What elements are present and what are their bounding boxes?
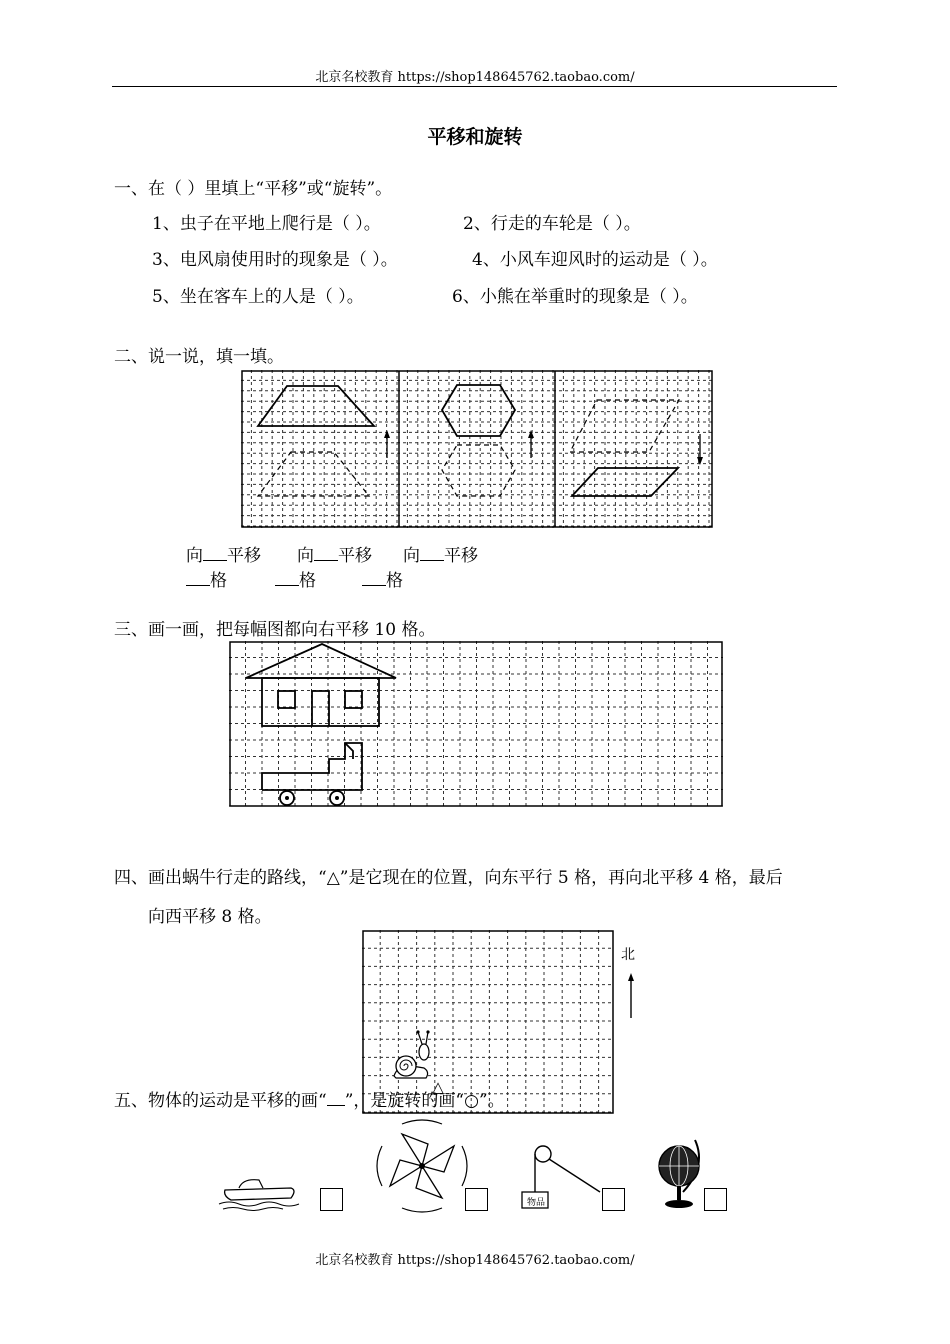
fill-cells-2: 格 bbox=[275, 566, 316, 591]
section4-heading: 四、画出蜗牛行走的路线，“△”是它现在的位置，向东平行 5 格，再向北平移 4 格，最后 bbox=[114, 868, 783, 888]
fill-direction-2: 向 平移 bbox=[297, 546, 372, 566]
fill-direction-1: 向 平移 bbox=[186, 546, 261, 566]
section5-heading: 五、物体的运动是平移的画“ ”，是旋转的画“○”。 bbox=[114, 1091, 505, 1111]
weight-label: 物品 bbox=[526, 1198, 545, 1208]
answer-box-pulley[interactable] bbox=[602, 1188, 625, 1211]
page-header: 北京名校教育 https://shop148645762.taobao.com/ bbox=[315, 70, 635, 85]
blank[interactable] bbox=[314, 546, 338, 561]
answer-box-pinwheel[interactable] bbox=[465, 1188, 488, 1211]
answer-box-boat[interactable] bbox=[320, 1188, 343, 1211]
snail-icon bbox=[394, 1030, 430, 1078]
pinwheel-icon bbox=[372, 1116, 472, 1216]
boat-icon bbox=[219, 1168, 319, 1210]
house-roof bbox=[246, 644, 396, 678]
section4-heading-cont: 向西平移 8 格。 bbox=[148, 907, 272, 927]
question-2: 2、行走的车轮是（ ）。 bbox=[463, 214, 641, 234]
blank[interactable] bbox=[186, 571, 210, 586]
house-car-grid-figure[interactable] bbox=[229, 641, 723, 807]
page-title: 平移和旋转 bbox=[427, 126, 523, 148]
house-window-right bbox=[345, 691, 362, 708]
question-6: 6、小熊在举重时的现象是（ ）。 bbox=[452, 287, 698, 307]
translation-symbol bbox=[327, 1091, 345, 1106]
translation-grid-figure bbox=[241, 370, 713, 528]
question-1: 1、虫子在平地上爬行是（ ）。 bbox=[152, 214, 381, 234]
fill-direction-3: 向 平移 bbox=[403, 546, 478, 566]
page-footer: 北京名校教育 https://shop148645762.taobao.com/ bbox=[315, 1253, 635, 1268]
fill-cells-1: 格 bbox=[186, 566, 227, 591]
fill-cells-3: 格 bbox=[362, 566, 403, 591]
blank[interactable] bbox=[420, 546, 444, 561]
house-door bbox=[312, 691, 329, 726]
answer-box-globe[interactable] bbox=[704, 1188, 727, 1211]
blank[interactable] bbox=[275, 571, 299, 586]
question-4: 4、小风车迎风时的运动是（ ）。 bbox=[472, 250, 718, 270]
house-window-left bbox=[278, 691, 295, 708]
trapezoid-solid bbox=[258, 386, 374, 426]
section2-heading: 二、说一说，填一填。 bbox=[114, 347, 284, 367]
hexagon-solid bbox=[442, 385, 515, 436]
north-label: 北 bbox=[621, 947, 635, 963]
parallelogram-solid bbox=[572, 468, 678, 496]
parallelogram-dashed bbox=[570, 400, 679, 452]
snail-position-marker: △ bbox=[432, 1078, 444, 1096]
question-5: 5、坐在客车上的人是（ ）。 bbox=[152, 287, 364, 307]
section3-heading: 三、画一画，把每幅图都向右平移 10 格。 bbox=[114, 620, 436, 640]
question-3: 3、电风扇使用时的现象是（ ）。 bbox=[152, 250, 398, 270]
hexagon-dashed bbox=[442, 445, 515, 496]
section1-heading: 一、在（ ）里填上“平移”或“旋转”。 bbox=[114, 179, 393, 199]
north-arrow-icon bbox=[625, 972, 637, 1020]
blank[interactable] bbox=[203, 546, 227, 561]
blank[interactable] bbox=[362, 571, 386, 586]
header-rule bbox=[112, 86, 837, 87]
up-arrow-icon bbox=[384, 430, 390, 438]
up-arrow-icon bbox=[528, 430, 534, 438]
globe-icon bbox=[655, 1136, 705, 1212]
rotation-symbol: ○ bbox=[464, 1091, 479, 1111]
